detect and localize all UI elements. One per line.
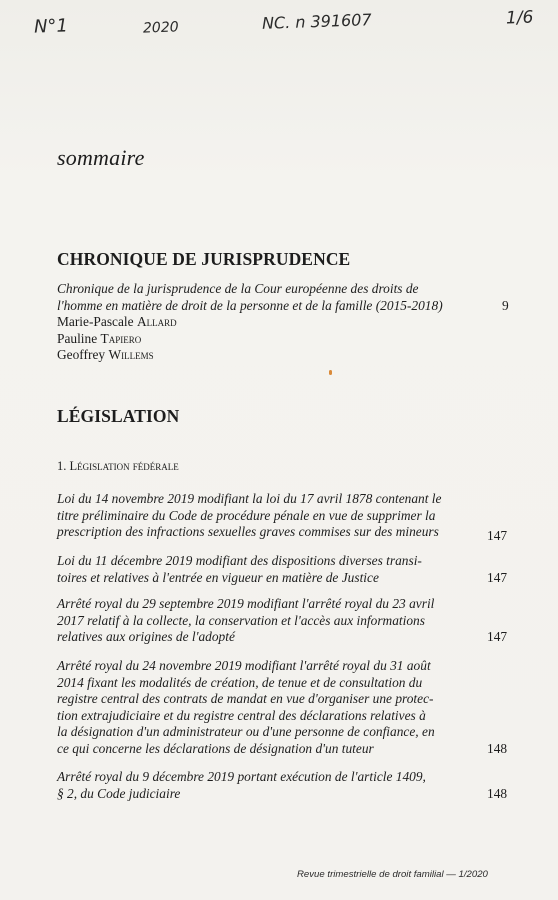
toc-entry bbox=[57, 658, 477, 758]
toc-entry-line: Loi du 11 décembre 2019 modifiant des dispositions diverses transi- bbox=[57, 553, 422, 568]
toc-entry bbox=[57, 769, 477, 802]
ink-speck bbox=[329, 370, 332, 375]
toc-entry-line: 2014 fixant les modalités de création, de tenue et de consultation du bbox=[57, 674, 423, 690]
author-first-name: Geoffrey bbox=[57, 347, 106, 363]
toc-entry-line: Chronique de la jurisprudence de la Cour européenne des droits de bbox=[57, 281, 419, 296]
toc-entry-line: titre préliminaire du Code de procédure pénale en vue de supprimer la bbox=[57, 507, 436, 523]
toc-entry-line: Arrêté royal du 24 novembre 2019 modifiant l'arrêté royal du 31 août bbox=[57, 658, 431, 673]
handwritten-note: 2020 bbox=[142, 19, 179, 37]
author bbox=[57, 347, 154, 364]
toc-page-number: 148 bbox=[487, 786, 508, 801]
author-first-name: Pauline bbox=[57, 330, 98, 346]
toc-entry bbox=[57, 553, 477, 586]
section-heading-legislation: LÉGISLATION bbox=[57, 406, 180, 426]
toc-entry-line: registre central des contrats de mandat en vue d'organiser une protec- bbox=[57, 691, 434, 707]
toc-entry bbox=[57, 596, 477, 646]
subsection-title: Législation fédérale bbox=[69, 459, 179, 473]
toc-entry-line: ce qui concerne les déclarations de désignation d'un tuteur bbox=[57, 740, 374, 756]
toc-page-number: 147 bbox=[487, 528, 508, 543]
subsection-number: 1. bbox=[57, 459, 67, 473]
author bbox=[57, 331, 141, 348]
author-last-name: Tapiero bbox=[100, 330, 142, 346]
author-last-name: Allard bbox=[136, 314, 177, 330]
toc-entry-line: Arrêté royal du 9 décembre 2019 portant exécution de l'article 1409, bbox=[57, 769, 426, 784]
toc-page-number: 147 bbox=[487, 570, 508, 585]
section-heading-jurisprudence: CHRONIQUE DE JURISPRUDENCE bbox=[57, 249, 351, 269]
toc-page-number: 148 bbox=[487, 741, 508, 756]
author bbox=[57, 314, 177, 331]
subsection-heading bbox=[57, 459, 179, 474]
toc-entry-line: Arrêté royal du 29 septembre 2019 modifiant l'arrêté royal du 23 avril bbox=[57, 596, 435, 611]
page-title: sommaire bbox=[57, 145, 145, 170]
handwritten-note: N°1 bbox=[33, 15, 69, 38]
toc-entry-line: relatives aux origines de l'adopté bbox=[57, 629, 235, 645]
handwritten-note: NC. n 391607 bbox=[261, 10, 372, 33]
toc-entry-line: la désignation d'un administrateur ou d'une personne de confiance, en bbox=[57, 724, 435, 740]
toc-entry-line: toires et relatives à l'entrée en vigueur en matière de Justice bbox=[57, 569, 379, 585]
toc-entry bbox=[57, 491, 477, 541]
toc-entry-line: Loi du 14 novembre 2019 modifiant la loi du 17 avril 1878 contenant le bbox=[57, 491, 442, 506]
toc-entry-line: prescription des infractions sexuelles graves commises sur des mineurs bbox=[57, 524, 439, 540]
author-last-name: Willems bbox=[108, 347, 154, 363]
toc-entry-line: § 2, du Code judiciaire bbox=[57, 785, 181, 801]
toc-entry-line: 2017 relatif à la collecte, la conservation et l'accès aux informations bbox=[57, 612, 425, 628]
toc-entry-line: l'homme en matière de droit de la personne et de la famille (2015-2018) bbox=[57, 297, 443, 313]
author-first-name: Marie-Pascale bbox=[57, 314, 134, 330]
footer-journal-reference: Revue trimestrielle de droit familial — 1/2020 bbox=[297, 869, 488, 880]
toc-page-number: 147 bbox=[487, 629, 508, 644]
toc-entry-line: tion extrajudiciaire et du registre central des déclarations relatives à bbox=[57, 707, 426, 723]
toc-entry bbox=[57, 281, 497, 314]
toc-page-number: 9 bbox=[502, 297, 509, 313]
handwritten-note: 1/6 bbox=[505, 7, 534, 29]
